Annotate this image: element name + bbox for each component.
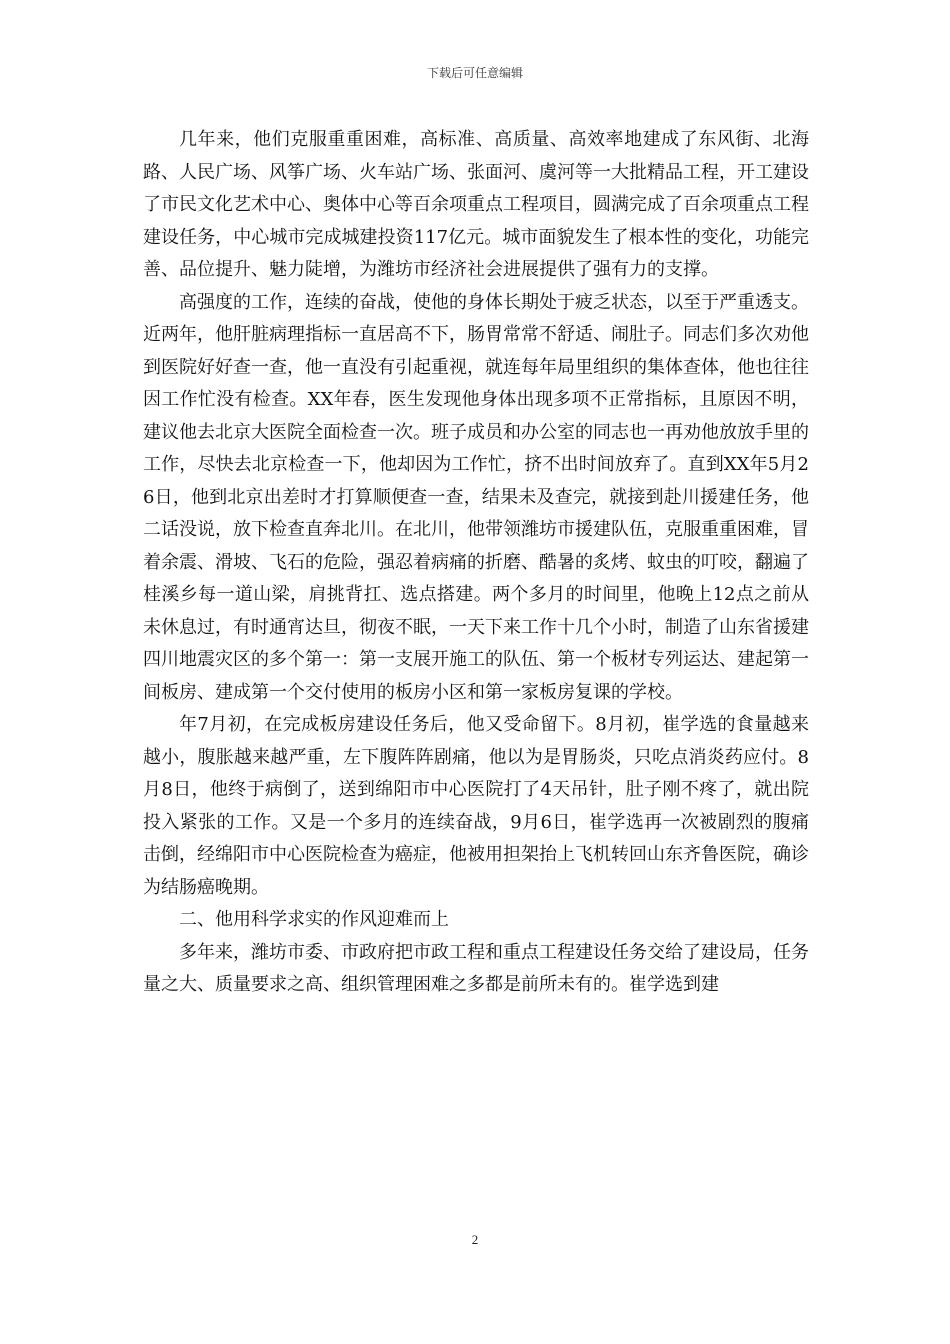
paragraph-2: 高强度的工作，连续的奋战，使他的身体长期处于疲乏状态，以至于严重透支。近两年，他肝脏病理指标一直居高不下，肠胃常常不舒适、闹肚子。同志们多次劝他到医院好好查一查，他一直没有引起重视，就连每年局里组织的集体查体，他也往往因工作忙没有检查。XX年春，医生发现他身体出现多项不正常指标，且原因不明，建议他去北京大医院全面检查一次。班子成员和办公室的同志也一再劝他放放手里的工作，尽快去北京检查一下，他却因为工作忙，挤不出时间放弃了。直到XX年5月26日，他到北京出差时才打算顺便查一查，结果未及查完，就接到赴川援建任务，他二话没说，放下检查直奔北川。在北川，他带领潍坊市援建队伍，克服重重困难，冒着余震、滑坡、飞石的危险，强忍着病痛的折磨、酷暑的炙烤、蚊虫的叮咬，翻遍了桂溪乡每一道山梁，肩挑背扛、选点搭建。两个多月的时间里，他晚上12点之前从未休息过，有时通宵达旦，彻夜不眠，一天下来工作十几个小时，制造了山东省援建四川地震灾区的多个第一：第一支展开施工的队伍、第一个板材专列运达、建起第一间板房、建成第一个交付使用的板房小区和第一家板房复课的学校。: [143, 291, 809, 703]
page-number: 2: [471, 1232, 479, 1247]
paragraph-3: 年7月初，在完成板房建设任务后，他又受命留下。8月初，崔学选的食量越来越小，腹胀越来越严重，左下腹阵阵剧痛，他以为是胃肠炎，只吃点消炎药应付。8月8日，他终于病倒了，送到绵阳市中心医院打了4天吊针，肚子刚不疼了，就出院投入紧张的工作。又是一个多月的连续奋战，9月6日，崔学选再一次被剧烈的腹痛击倒，经绵阳市中心医院检查为癌症，他被用担架抬上飞机转回山东齐鲁医院，确诊为结肠癌晚期。: [143, 714, 809, 898]
paragraph-4: 多年来，潍坊市委、市政府把市政工程和重点工程建设任务交给了建设局，任务量之大、质量要求之高、组织管理困难之多都是前所未有的。崔学选到建: [143, 941, 809, 995]
section-heading: 二、他用科学求实的作风迎难而上: [179, 909, 449, 930]
paragraph-1: 几年来，他们克服重重困难，高标准、高质量、高效率地建成了东风街、北海路、人民广场、风筝广场、火车站广场、张面河、虞河等一大批精品工程，开工建设了市民文化艺术中心、奥体中心等百余项重点工程项目，圆满完成了百余项重点工程建设任务，中心城市完成城建投资117亿元。城市面貌发生了根本性的变化，功能完善、品位提升、魅力陡增，为潍坊市经济社会进展提供了强有力的支撑。: [143, 129, 809, 280]
page-header: 下载后可任意编辑: [426, 66, 523, 80]
document-body: [143, 124, 809, 1002]
